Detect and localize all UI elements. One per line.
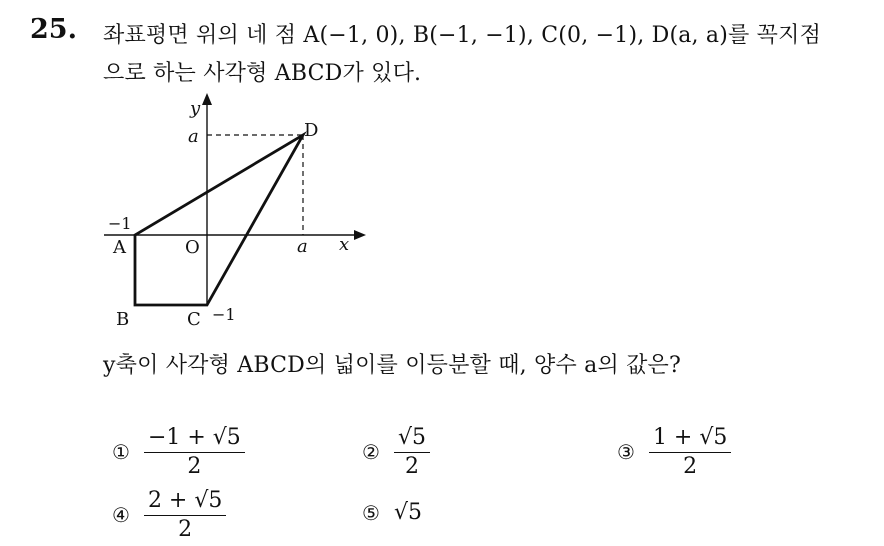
choice-2-numerator: √5 — [394, 425, 430, 453]
question-text-line-1: 좌표평면 위의 네 점 A(−1, 0), B(−1, −1), C(0, −1), D(a, a)를 꼭지점 — [103, 23, 822, 48]
y-axis-label: y — [190, 98, 201, 119]
label-point-a: A — [113, 237, 126, 258]
x-axis-arrow — [354, 230, 366, 240]
x-axis-label: x — [339, 234, 350, 255]
label-point-c: C — [187, 309, 201, 330]
quadrilateral-abcd — [135, 135, 303, 305]
label-point-d: D — [304, 120, 319, 141]
choice-1[interactable] — [112, 425, 245, 479]
label-a-on-y: a — [188, 126, 199, 147]
question-number: 25. — [30, 14, 77, 45]
choice-1-numerator: −1 + √5 — [144, 425, 245, 453]
choice-1-marker: ① — [112, 440, 130, 464]
choice-3[interactable] — [617, 425, 731, 479]
label-minus-one-left: −1 — [108, 214, 132, 233]
choice-4-marker: ④ — [112, 503, 130, 527]
choice-3-denominator: 2 — [683, 454, 698, 479]
label-origin: O — [185, 237, 200, 258]
choice-3-fraction — [649, 425, 731, 479]
choice-2-denominator: 2 — [404, 454, 419, 479]
coordinate-figure — [90, 90, 380, 340]
y-axis-arrow — [202, 93, 212, 105]
choice-5-marker: ⑤ — [362, 500, 380, 525]
choice-4-fraction — [144, 488, 226, 542]
choice-2-fraction — [394, 425, 430, 479]
choice-5-value: √5 — [393, 500, 422, 525]
label-a-on-x: a — [297, 236, 308, 257]
question-prompt: y축이 사각형 ABCD의 넓이를 이등분할 때, 양수 a의 값은? — [103, 353, 682, 378]
choice-2[interactable] — [362, 425, 430, 479]
choice-3-marker: ③ — [617, 440, 635, 464]
choice-3-numerator: 1 + √5 — [649, 425, 731, 453]
choice-4-denominator: 2 — [178, 517, 193, 542]
choice-2-marker: ② — [362, 440, 380, 464]
choice-1-denominator: 2 — [187, 454, 202, 479]
choice-4[interactable] — [112, 488, 226, 542]
label-minus-one-bottom: −1 — [212, 305, 236, 324]
choice-4-numerator: 2 + √5 — [144, 488, 226, 516]
choice-5[interactable] — [362, 500, 422, 525]
choice-1-fraction — [144, 425, 245, 479]
label-point-b: B — [116, 309, 130, 330]
question-text-line-2: 으로 하는 사각형 ABCD가 있다. — [103, 61, 422, 86]
